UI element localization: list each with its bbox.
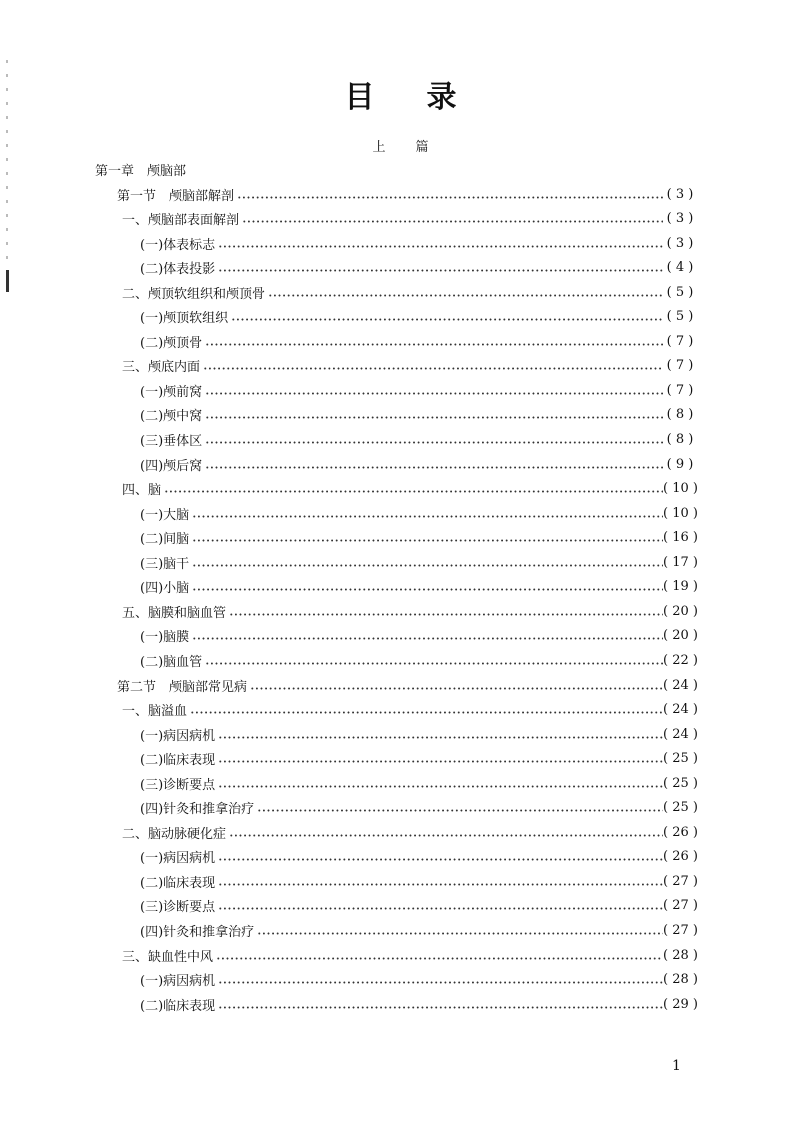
dot-leader <box>205 466 663 469</box>
toc-entry[interactable] <box>122 601 697 621</box>
toc-entry-label: (一)病因病机 <box>140 728 216 744</box>
toc-entry-label: (一)病因病机 <box>140 851 216 867</box>
toc-entry-label: 二、颅顶软组织和颅顶骨 <box>122 286 266 302</box>
toc-entry[interactable] <box>140 233 697 253</box>
toc-entry-label: 二、脑动脉硬化症 <box>122 826 227 842</box>
toc-entry-label: 三、颅底内面 <box>122 360 201 376</box>
toc-entry[interactable] <box>117 184 697 204</box>
toc-entry[interactable] <box>122 700 697 720</box>
toc-entry-label: (三)脑干 <box>140 556 190 572</box>
dot-leader <box>250 687 663 690</box>
toc-entry[interactable] <box>140 798 697 818</box>
dot-leader <box>205 662 663 665</box>
toc-entry[interactable] <box>122 282 697 302</box>
toc-entry-label: (四)针灸和推拿治疗 <box>140 925 255 940</box>
toc-entry[interactable] <box>140 626 697 646</box>
dot-leader <box>257 809 663 812</box>
toc-entry[interactable] <box>140 430 697 450</box>
dot-leader <box>268 294 663 297</box>
toc-entry-page: ( 3 ) <box>666 186 694 202</box>
toc-entry-label: (一)脑膜 <box>140 630 190 646</box>
toc-entry-label: (二)间脑 <box>140 532 190 548</box>
dot-leader <box>205 343 663 346</box>
dot-leader <box>205 416 663 419</box>
dot-leader <box>192 564 663 567</box>
toc-entry-page: ( 19 ) <box>663 579 698 595</box>
toc-entry[interactable] <box>140 503 697 523</box>
dot-leader <box>218 883 663 886</box>
toc-entry-label: (二)临床表现 <box>140 875 216 891</box>
toc-entry[interactable] <box>140 970 697 990</box>
dot-leader <box>192 637 663 640</box>
toc-entry-page: ( 24 ) <box>663 702 698 718</box>
toc-entry[interactable] <box>140 650 697 670</box>
dot-leader <box>242 220 663 223</box>
toc-entry-page: ( 27 ) <box>663 873 698 889</box>
toc-entry-label: (三)诊断要点 <box>140 900 216 916</box>
dot-leader <box>218 245 663 248</box>
toc-entry-page: ( 9 ) <box>666 456 694 472</box>
toc-entry-label: (二)颅顶骨 <box>140 335 203 351</box>
toc-entry-page: ( 25 ) <box>663 800 698 816</box>
toc-entry-page: ( 27 ) <box>663 898 698 914</box>
dot-leader <box>218 907 663 910</box>
toc-entry-page: ( 25 ) <box>663 775 698 791</box>
toc-entry-page: ( 28 ) <box>663 972 698 988</box>
toc-entry-page: ( 8 ) <box>666 432 694 447</box>
toc-entry[interactable] <box>140 552 697 572</box>
toc-entry[interactable] <box>140 258 697 278</box>
toc-entry-page: ( 4 ) <box>666 260 694 276</box>
toc-entry[interactable] <box>140 380 697 400</box>
toc-entry-label: (一)颅前窝 <box>140 384 203 400</box>
toc-entry-label: (二)脑血管 <box>140 654 203 670</box>
toc-entry-label: 第二节 颅脑部常见病 <box>117 679 248 695</box>
toc-entry[interactable] <box>140 773 697 793</box>
dot-leader <box>229 613 663 616</box>
dot-leader <box>192 515 663 518</box>
toc-entry-page: ( 7 ) <box>666 333 694 349</box>
toc-entry-page: ( 3 ) <box>666 211 694 227</box>
dot-leader <box>218 785 663 788</box>
toc-entry-page: ( 26 ) <box>663 849 698 865</box>
toc-entry-page: ( 24 ) <box>663 726 698 742</box>
dot-leader <box>205 441 663 444</box>
toc-entry[interactable] <box>140 454 697 474</box>
page-number: 1 <box>672 1058 681 1074</box>
toc-entry[interactable] <box>140 577 697 597</box>
toc-entry-page: ( 29 ) <box>663 996 698 1012</box>
toc-entry[interactable] <box>140 405 697 425</box>
toc-entry[interactable] <box>117 675 697 695</box>
toc-entry[interactable] <box>140 847 697 867</box>
toc-entry-page: ( 3 ) <box>666 235 694 251</box>
toc-entry[interactable] <box>140 994 697 1014</box>
toc-entry-label: 四、脑 <box>122 483 162 499</box>
toc-entry-page: ( 5 ) <box>666 284 694 300</box>
dot-leader <box>231 318 663 321</box>
dot-leader <box>218 858 663 861</box>
toc-entry-label: 一、颅脑部表面解剖 <box>122 213 240 229</box>
toc-entry-label: (一)大脑 <box>140 507 190 523</box>
toc-entry[interactable] <box>140 749 697 769</box>
dot-leader <box>164 490 663 493</box>
toc-entry-page: ( 16 ) <box>663 530 698 546</box>
toc-entry-label: 三、缺血性中风 <box>122 949 214 965</box>
toc-entry-label: (一)体表标志 <box>140 237 216 253</box>
dot-leader <box>218 269 663 272</box>
dot-leader <box>237 196 663 199</box>
toc-entry-page: ( 27 ) <box>663 923 698 938</box>
toc-entry-page: ( 10 ) <box>663 505 698 521</box>
dot-leader <box>190 711 663 714</box>
dot-leader <box>218 981 663 984</box>
dot-leader <box>205 392 663 395</box>
toc-entry-label: (三)诊断要点 <box>140 777 216 793</box>
dot-leader <box>216 957 663 960</box>
toc-entry[interactable] <box>122 822 697 842</box>
toc-entry[interactable] <box>140 724 697 744</box>
toc-entry-label: 五、脑膜和脑血管 <box>122 605 227 621</box>
toc-entry-label: (四)小脑 <box>140 581 190 597</box>
toc-entry[interactable] <box>140 871 697 891</box>
toc-entry-page: ( 5 ) <box>666 309 694 325</box>
toc-entry[interactable] <box>122 479 697 499</box>
part-heading: 上篇 <box>372 140 459 155</box>
toc-entry[interactable] <box>122 209 697 229</box>
scan-edge-mark <box>6 270 9 292</box>
toc-entry-label: (一)颅顶软组织 <box>140 311 229 327</box>
toc-entry[interactable] <box>140 331 697 351</box>
toc-entry-label: (二)临床表现 <box>140 998 216 1014</box>
toc-entry-label: 第一节 颅脑部解剖 <box>117 188 235 204</box>
dot-leader <box>218 736 663 739</box>
chapter-heading: 第一章 颅脑部 <box>95 164 187 179</box>
dot-leader <box>192 539 663 542</box>
dot-leader <box>229 834 663 837</box>
dot-leader <box>203 367 663 370</box>
toc-entry-page: ( 24 ) <box>663 677 698 693</box>
toc-entry-page: ( 8 ) <box>666 407 694 423</box>
toc-entry-page: ( 7 ) <box>666 382 694 398</box>
toc-entry-page: ( 26 ) <box>663 824 698 840</box>
toc-entry-label: (一)病因病机 <box>140 974 216 990</box>
dot-leader <box>218 760 663 763</box>
toc-entry-page: ( 20 ) <box>663 628 698 644</box>
toc-entry[interactable] <box>122 945 697 965</box>
toc-entry-label: (二)体表投影 <box>140 262 216 278</box>
toc-entry-label: (四)针灸和推拿治疗 <box>140 802 255 818</box>
dot-leader <box>192 588 663 591</box>
toc-entry-page: ( 10 ) <box>663 481 698 497</box>
toc-entry-page: ( 28 ) <box>663 947 698 963</box>
toc-entry[interactable] <box>140 307 697 327</box>
toc-entry[interactable] <box>140 528 697 548</box>
page-title: 目录 <box>344 80 509 115</box>
toc-entry-page: ( 20 ) <box>663 603 698 619</box>
toc-entry-label: (二)临床表现 <box>140 753 216 769</box>
toc-entry[interactable] <box>140 896 697 916</box>
toc-entry-label: (四)颅后窝 <box>140 458 203 474</box>
toc-entry-label: (二)颅中窝 <box>140 409 203 425</box>
toc-entry-label: (三)垂体区 <box>140 434 203 449</box>
toc-entry[interactable] <box>140 921 697 941</box>
toc-entry-page: ( 17 ) <box>663 554 698 570</box>
toc-entry-page: ( 22 ) <box>663 652 698 668</box>
toc-entry-page: ( 25 ) <box>663 751 698 767</box>
dot-leader <box>257 932 663 935</box>
toc-entry-page: ( 7 ) <box>666 358 694 374</box>
toc-entry[interactable] <box>122 356 697 376</box>
toc-entry-label: 一、脑溢血 <box>122 704 188 720</box>
dot-leader <box>218 1006 663 1009</box>
